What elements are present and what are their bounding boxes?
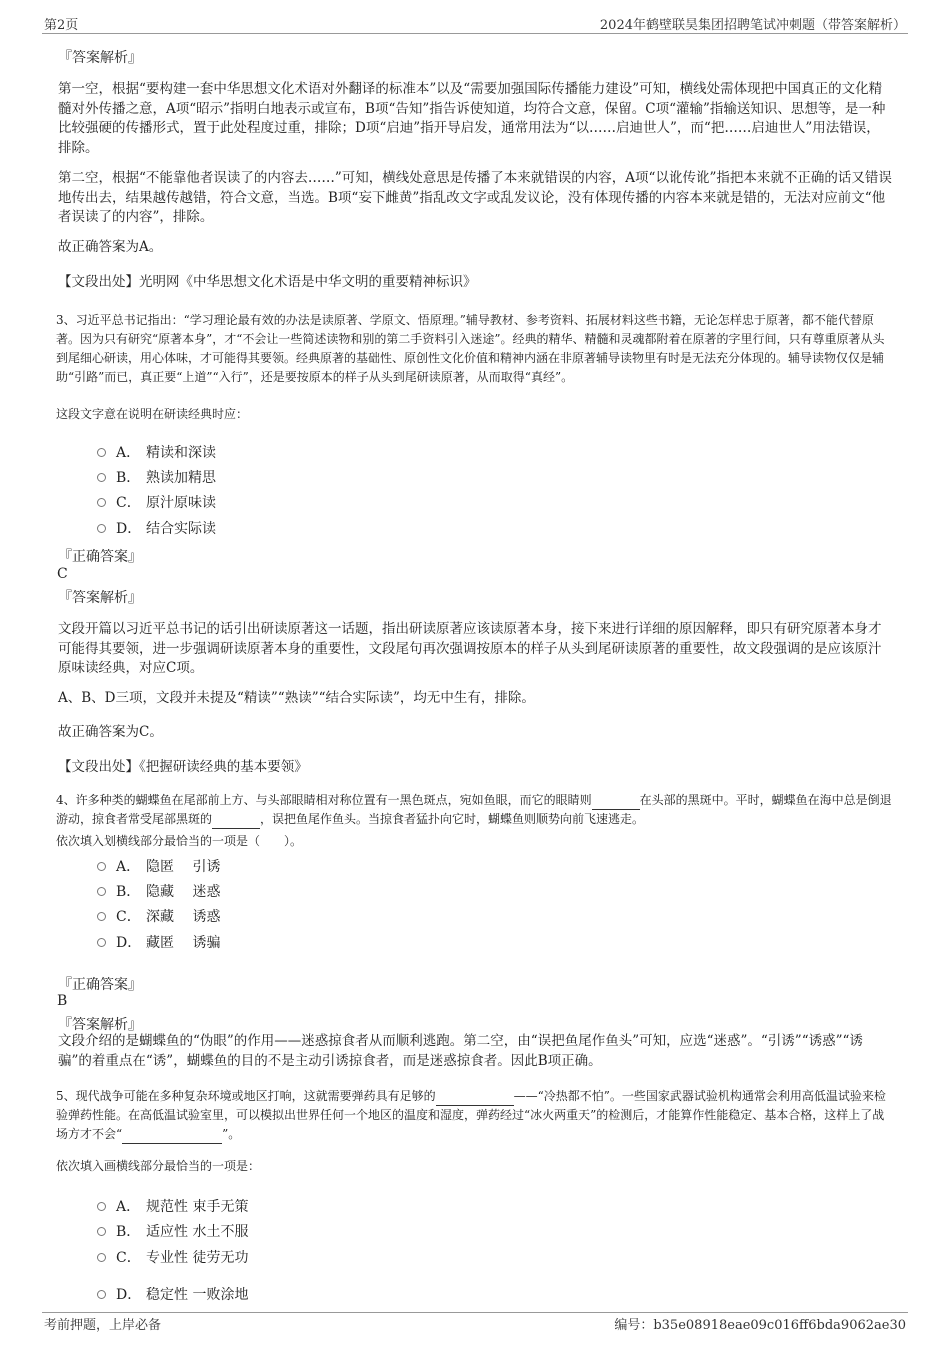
q5-blank-2	[122, 1143, 222, 1144]
option-text: 隐匿 引诱	[146, 859, 221, 875]
q3-option-d[interactable]	[97, 518, 216, 538]
option-letter: C．	[116, 909, 141, 925]
option-text: 专业性 徒劳无功	[146, 1250, 249, 1266]
radio-icon[interactable]	[97, 887, 106, 896]
radio-icon[interactable]	[97, 1202, 106, 1211]
option-text: 熟读加精思	[146, 470, 216, 486]
q5-option-d[interactable]	[97, 1284, 248, 1304]
option-text: 适应性 水土不服	[146, 1224, 249, 1240]
radio-icon[interactable]	[97, 498, 106, 507]
q4-option-b[interactable]	[97, 881, 220, 901]
q5-stem-part2: ——“冷热都不怕”。一些国家武器试验机构通常会利用高低温试验来检验弹药性能。在高低温试验室里，可以模拟出世界任何一个地区的温度和湿度，弹药经过“冰火两重天”的检测后，才能算作性能稳定、基本合格，这样上了战场方才不会“	[56, 1089, 886, 1141]
q2-source: 【文段出处】光明网《中华思想文化术语是中华文明的重要精神标识》	[58, 274, 477, 290]
option-letter: A．	[116, 1199, 141, 1215]
q3-source: 【文段出处】《把握研读经典的基本要领》	[58, 759, 308, 775]
option-letter: C．	[116, 495, 141, 511]
q4-stem	[56, 791, 894, 829]
option-text: 结合实际读	[146, 521, 216, 537]
option-text: 藏匿 诱骗	[146, 935, 221, 951]
footer-slogan: 考前押题，上岸必备	[44, 1318, 162, 1333]
q5-stem-part1: 5、现代战争可能在多种复杂环境或地区打响，这就需要弹药具有足够的	[56, 1089, 436, 1103]
q5-option-c[interactable]	[97, 1247, 248, 1267]
option-letter: D．	[116, 935, 142, 951]
q3-analysis-para2: A、B、D三项，文段并未提及“精读”“熟读”“结合实际读”，均无中生有，排除。	[58, 690, 535, 706]
option-letter: B．	[116, 1224, 141, 1240]
q4-stem-part1: 4、许多种类的蝴蝶鱼在尾部前上方、与头部眼睛相对称位置有一黑色斑点，宛如鱼眼，而它的眼睛则	[56, 793, 592, 807]
q3-stem: 3、习近平总书记指出：“学习理论最有效的办法是读原著、学原文、悟原理。”辅导教材、参考资料、拓展材料这些书籍，无论怎样忠于原著，都不能代替原著。因为只有研究“原著本身”，才“不会让一些简述读物和别的第二手资料引入迷途”。经典的精华、精髓和灵魂都附着在原著的字里行间，只有尊重原著从头到尾细心研读，用心体味，才可能得其要领。经典原著的基础性、原创性文化价值和精神内涵在非原著辅导读物里有时是无法充分体现的。辅导读物仅仅是辅助“引路”而已，真正要“上道”“入行”，还是要按原本的样子从头到尾研读原著，从而取得“真经”。	[56, 313, 885, 384]
q3-analysis-title: 『答案解析』	[58, 590, 142, 606]
option-text: 深藏 诱惑	[146, 909, 221, 925]
q4-option-a[interactable]	[97, 856, 220, 876]
option-letter: A．	[116, 859, 141, 875]
q3-option-c[interactable]	[97, 492, 216, 512]
q5-stem-part3: ”。	[222, 1127, 241, 1141]
q5-question: 依次填入画横线部分最恰当的一项是：	[56, 1159, 261, 1173]
q3-conclusion: 故正确答案为C。	[58, 724, 163, 740]
q4-correct-answer: B	[57, 993, 68, 1009]
option-text: 稳定性 一败涂地	[146, 1287, 249, 1303]
header-divider	[42, 33, 908, 34]
option-text: 原汁原味读	[146, 495, 216, 511]
option-letter: C．	[116, 1250, 141, 1266]
radio-icon[interactable]	[97, 862, 106, 871]
q3-option-a[interactable]	[97, 442, 216, 462]
q4-option-c[interactable]	[97, 906, 220, 926]
radio-icon[interactable]	[97, 1253, 106, 1262]
footer-serial: 编号：b35e08918eae09c016ff6bda9062ae30	[614, 1318, 906, 1333]
q4-question: 依次填入划横线部分最恰当的一项是（ ）。	[56, 834, 303, 848]
q4-analysis: 文段介绍的是蝴蝶鱼的“伪眼”的作用——迷惑掠食者从而顺利逃跑。第二空，由“误把鱼尾作鱼头”可知，应选“迷惑”。“引诱”“诱惑”“诱骗”的着重点在“诱”，蝴蝶鱼的目的不是主动引诱掠食者，而是迷惑掠食者。因此B项正确。	[58, 1033, 863, 1069]
option-text: 隐藏 迷惑	[146, 884, 221, 900]
option-letter: B．	[116, 470, 141, 486]
option-letter: A．	[116, 445, 141, 461]
q4-blank-2	[212, 828, 260, 829]
q4-correct-title: 『正确答案』	[58, 977, 142, 993]
document-title: 2024年鹤壁联昊集团招聘笔试冲刺题（带答案解析）	[599, 18, 906, 33]
option-text: 规范性 束手无策	[146, 1199, 249, 1215]
q4-option-d[interactable]	[97, 932, 220, 952]
footer-divider	[42, 1312, 908, 1313]
option-letter: D．	[116, 521, 142, 537]
radio-icon[interactable]	[97, 1290, 106, 1299]
radio-icon[interactable]	[97, 524, 106, 533]
radio-icon[interactable]	[97, 473, 106, 482]
q3-question: 这段文字意在说明在研读经典时应：	[56, 407, 249, 421]
q2-analysis-para1: 第一空，根据“要构建一套中华思想文化术语对外翻译的标准本”以及“需要加强国际传播能力建设”可知，横线处需体现把中国真正的文化精髓对外传播之意，A项“昭示”指明白地表示或宣布，B项“告知”指告诉使知道，均符合文意，保留。C项“灌输”指输送知识、思想等，是一种比较强硬的传播形式，置于此处程度过重，排除；D项“启迪”指开导启发，通常用法为“以……启迪世人”，而“把……启迪世人”用法错误，排除。	[58, 81, 886, 156]
q4-stem-part2: 在头部的黑斑中。平时，蝴蝶鱼在海中总是倒退游动，掠食者常受尾部黑斑的	[56, 793, 892, 826]
radio-icon[interactable]	[97, 448, 106, 457]
q3-correct-answer: C	[57, 566, 68, 582]
q4-blank-1	[592, 809, 640, 810]
radio-icon[interactable]	[97, 912, 106, 921]
q5-option-b[interactable]	[97, 1221, 248, 1241]
radio-icon[interactable]	[97, 938, 106, 947]
q2-analysis-para2: 第二空，根据“不能靠他者误读了的内容去……”可知，横线处意思是传播了本来就错误的内容，A项“以讹传讹”指把本来就不正确的话又错误地传出去，结果越传越错，符合文意，当选。B项“妄下雌黄”指乱改文字或乱发议论，没有体现传播的内容本来就是错的，无法对应前文“他者误读了的内容”，排除。	[58, 170, 892, 225]
option-text: 精读和深读	[146, 445, 216, 461]
q4-analysis-title: 『答案解析』	[58, 1017, 142, 1033]
q3-option-b[interactable]	[97, 467, 216, 487]
q4-stem-part3: ，误把鱼尾作鱼头。当掠食者猛扑向它时，蝴蝶鱼则顺势向前飞速逃走。	[260, 812, 645, 826]
q5-stem	[56, 1087, 896, 1144]
q2-analysis-title: 『答案解析』	[58, 50, 142, 66]
q3-analysis-para1: 文段开篇以习近平总书记的话引出研读原著这一话题，指出研读原著应该读原著本身，接下来进行详细的原因解释，即只有研究原著本身才可能得其要领，进一步强调研读原著本身的重要性，文段尾句再次强调按原本的样子从头到尾研读原著的重要性，故文段强调的是应该原汁原味读经典，对应C项。	[58, 621, 882, 676]
q5-option-a[interactable]	[97, 1196, 248, 1216]
q3-correct-title: 『正确答案』	[58, 549, 142, 565]
page-number: 第2页	[44, 18, 79, 33]
q5-blank-1	[436, 1105, 514, 1106]
q2-conclusion: 故正确答案为A。	[58, 239, 163, 255]
radio-icon[interactable]	[97, 1227, 106, 1236]
option-letter: B．	[116, 884, 141, 900]
option-letter: D．	[116, 1287, 142, 1303]
